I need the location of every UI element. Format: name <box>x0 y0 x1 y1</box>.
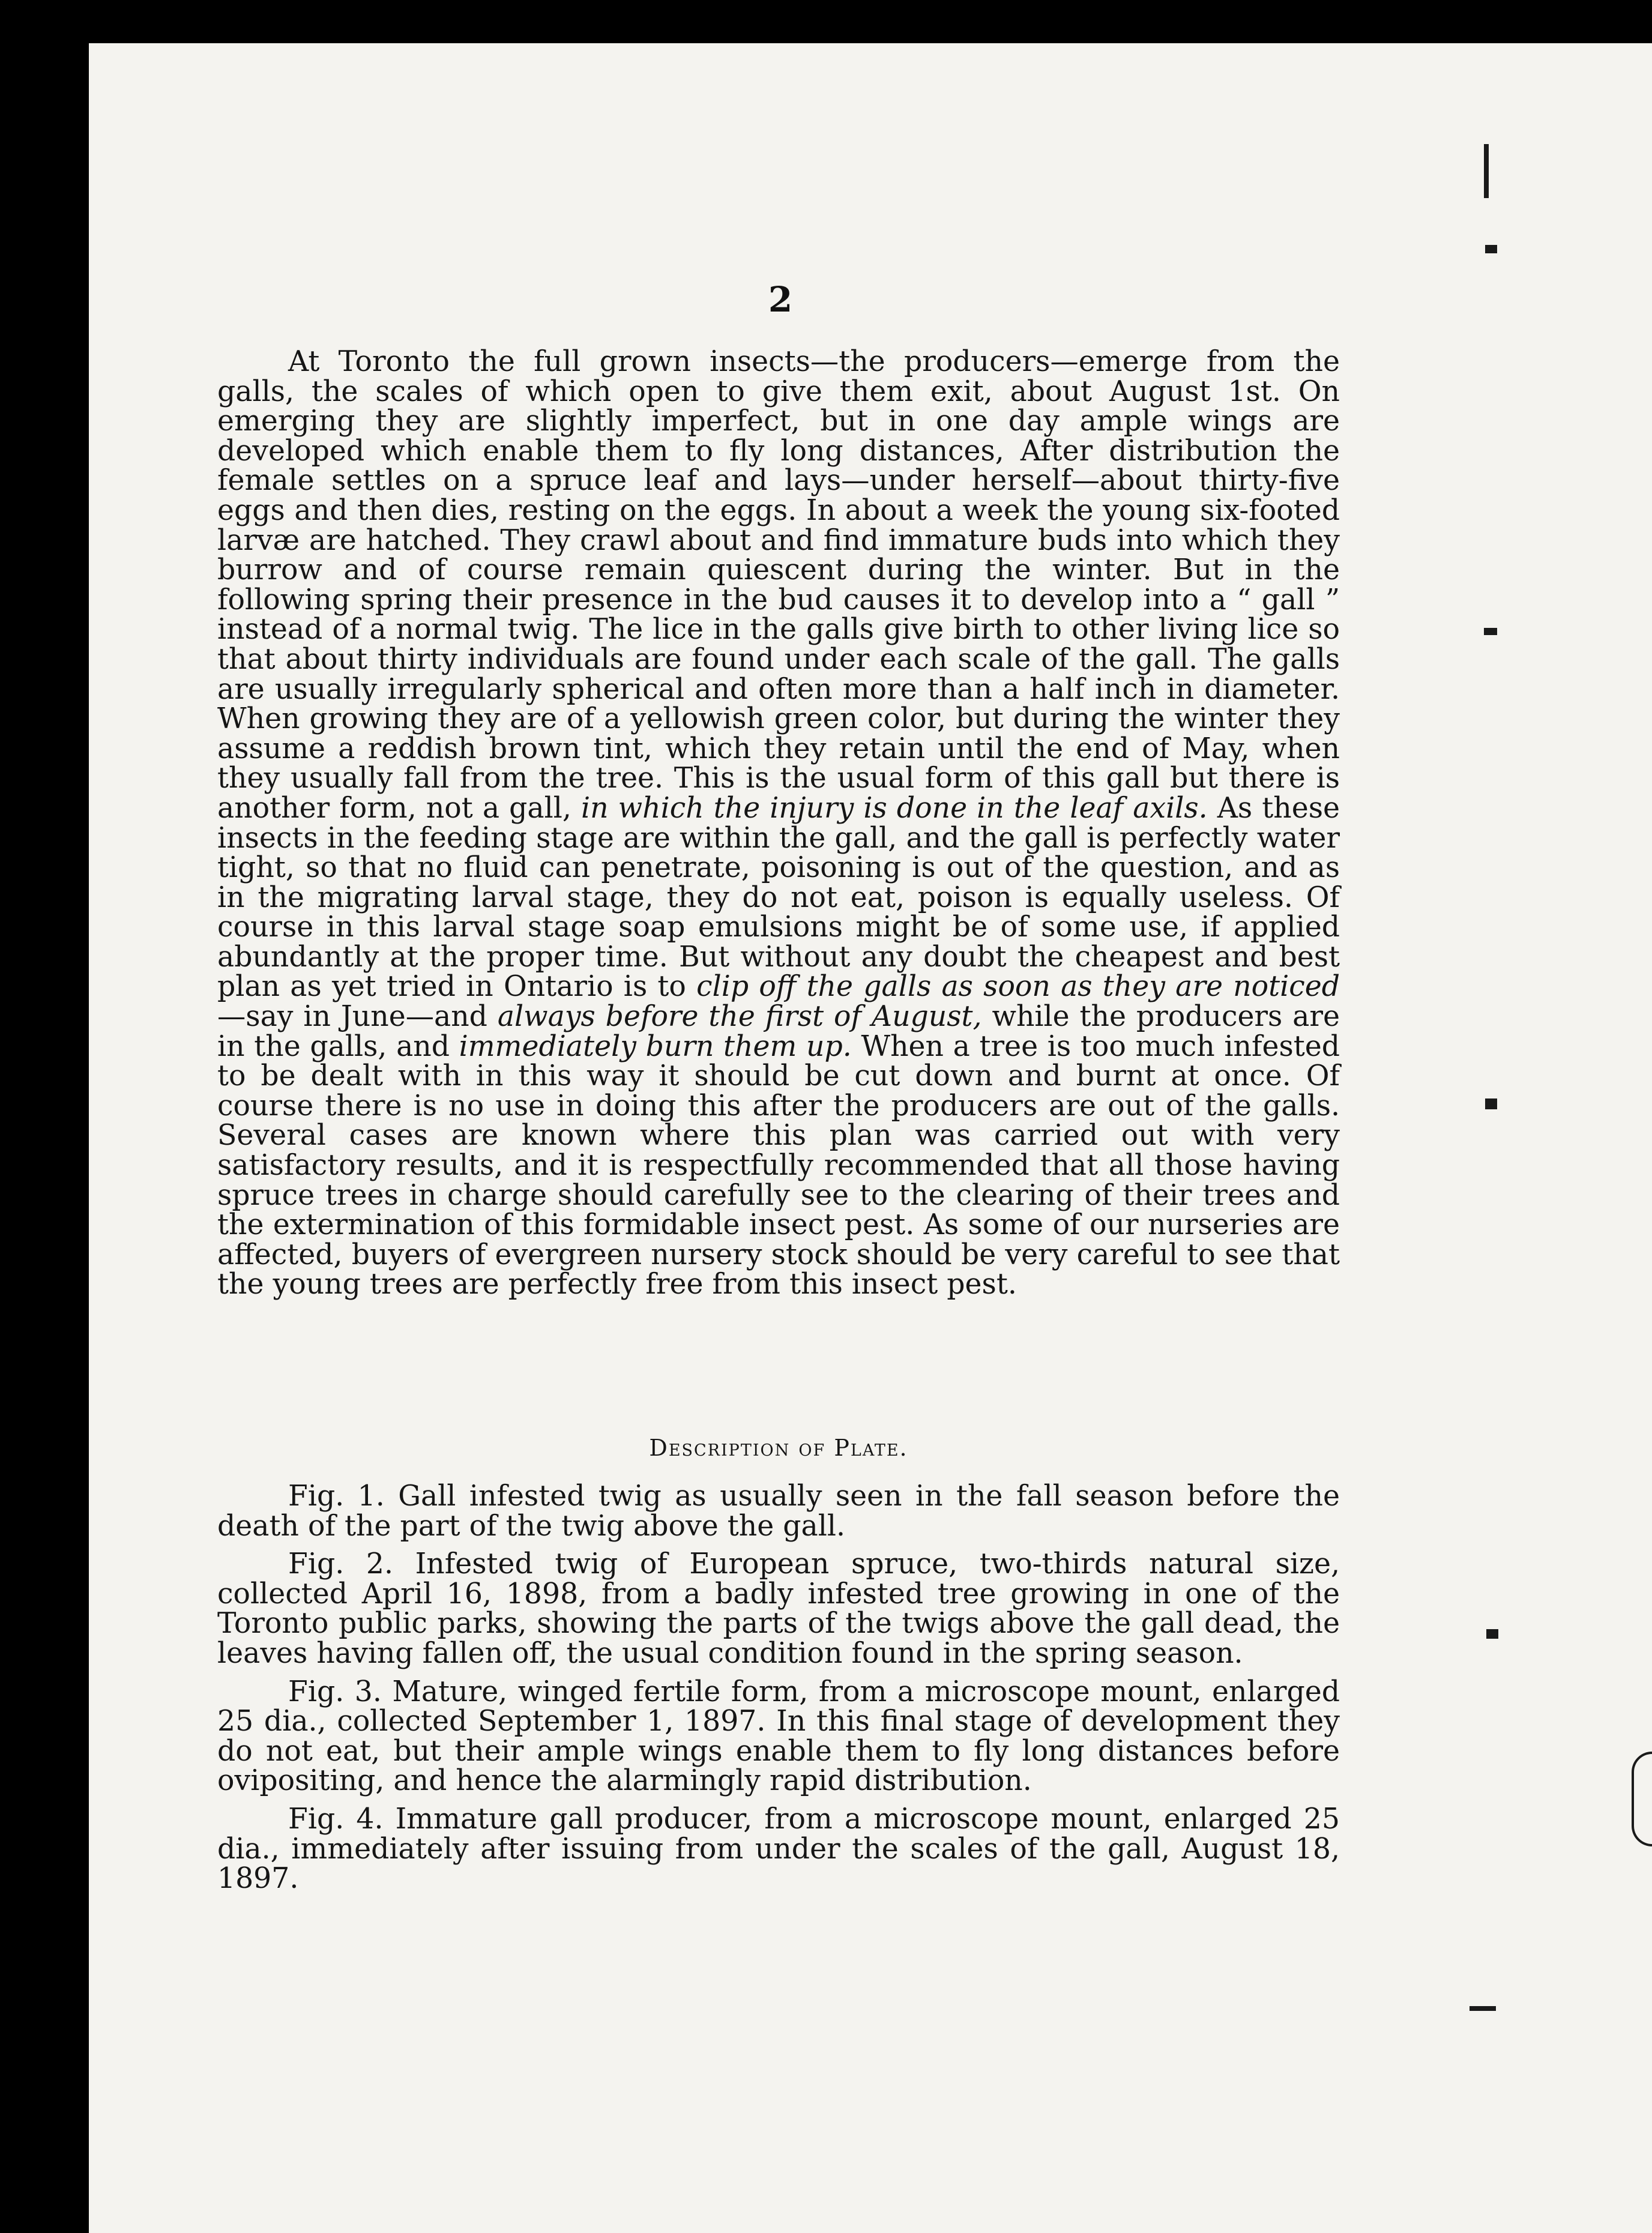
body-text-5: When a tree is too much infested to be dealt with in this way it should be cut down and burnt at once. Of course there is no use in doing this after the producers are out of the galls. Several cases are known where this plan was carried out with very satisfactory results, and it is respectfully recommended that all those having spruce trees in charge should carefully see to the clearing of their trees and the extermination of this formidable insect pest. As some of our nurseries are affected, buyers of evergreen nursery stock should be very careful to see that the young trees are perfectly free from this insect pest. <box>217 1029 1340 1301</box>
body-text-1: At Toronto the full grown insects—the producers—emerge from the galls, the scales of which open to give them exit, about August 1st. On emerging they are slightly imperfect, but in one day ample wings are developed which enable them to fly long distances, After distribution the female settles on a spruce leaf and lays—under herself—about thirty-five eggs and then dies, resting on the eggs. In about a week the young six-footed larvæ are hatched. They crawl about and find immature buds into which they burrow and of course remain quiescent during the winter. But in the following spring their presence in the bud causes it to develop into a “ gall ” instead of a normal twig. The lice in the galls give birth to other living lice so that about thirty individuals are found under each scale of the gall. The galls are usually irregularly spherical and often more than a half inch in diameter. When growing they are of a yellowish green color, but during the winter they assume a reddish brown tint, which they retain until the end of May, when they usually fall from the tree. This is the usual form of this gall but there is another form, not a gall, <box>217 345 1340 825</box>
figure-description: Fig. 2. Infested twig of European spruce, two-thirds natural size, collected April 16, 1898, from a badly infested tree growing in one of the Toronto public parks, showing the parts of the twigs above the gall dead, the leaves having fallen off, the usual condition found in the spring season. <box>217 1547 1340 1670</box>
edge-mark <box>1484 144 1489 198</box>
figure-description: Fig. 4. Immature gall producer, from a microscope mount, enlarged 25 dia., immediately after issuing from under the scales of the gall, August 18, 1897. <box>217 1802 1340 1896</box>
edge-mark <box>1485 1098 1497 1109</box>
body-italic-1: in which the injury is done in the leaf axils. <box>580 791 1208 825</box>
body-paragraph <box>217 347 1340 1300</box>
page-number: 2 <box>768 279 793 320</box>
body-italic-3: always before the first of August, <box>497 1000 982 1034</box>
body-text-4: while the producers are in the galls, and <box>217 1000 1340 1063</box>
section-heading: Description of Plate. <box>649 1435 908 1461</box>
edge-bracket <box>1632 1752 1652 1846</box>
body-text-2: As these insects in the feeding stage are within the gall, and the gall is perfectly water tight, so that no fluid can penetrate, poisoning is out of the question, and as in the migrating larval stage, they do not eat, poison is equally useless. Of course in this larval stage soap emulsions might be of some use, if applied abundantly at the proper time. But without any doubt the cheapest and best plan as yet tried in Ontario is to <box>217 791 1340 1004</box>
figure-description: Fig. 3. Mature, winged fertile form, from a microscope mount, enlarged 25 dia., collected September 1, 1897. In this final stage of development they do not eat, but their ample wings enable them to fly long distances before ovipositing, and hence the alarmingly rapid distribution. <box>217 1675 1340 1798</box>
edge-mark <box>1470 2006 1496 2011</box>
figure-descriptions <box>217 1481 1340 1902</box>
figure-description: Fig. 1. Gall infested twig as usually seen in the fall season before the death of the part of the twig above the gall. <box>217 1480 1340 1543</box>
body-text-3: —say in June—and <box>217 1000 498 1034</box>
body-italic-2: clip off the galls as soon as they are noticed <box>696 970 1340 1004</box>
edge-mark <box>1484 628 1497 635</box>
body-italic-4: immediately burn them up. <box>459 1029 852 1063</box>
edge-mark <box>1485 245 1497 253</box>
edge-mark <box>1486 1629 1498 1639</box>
